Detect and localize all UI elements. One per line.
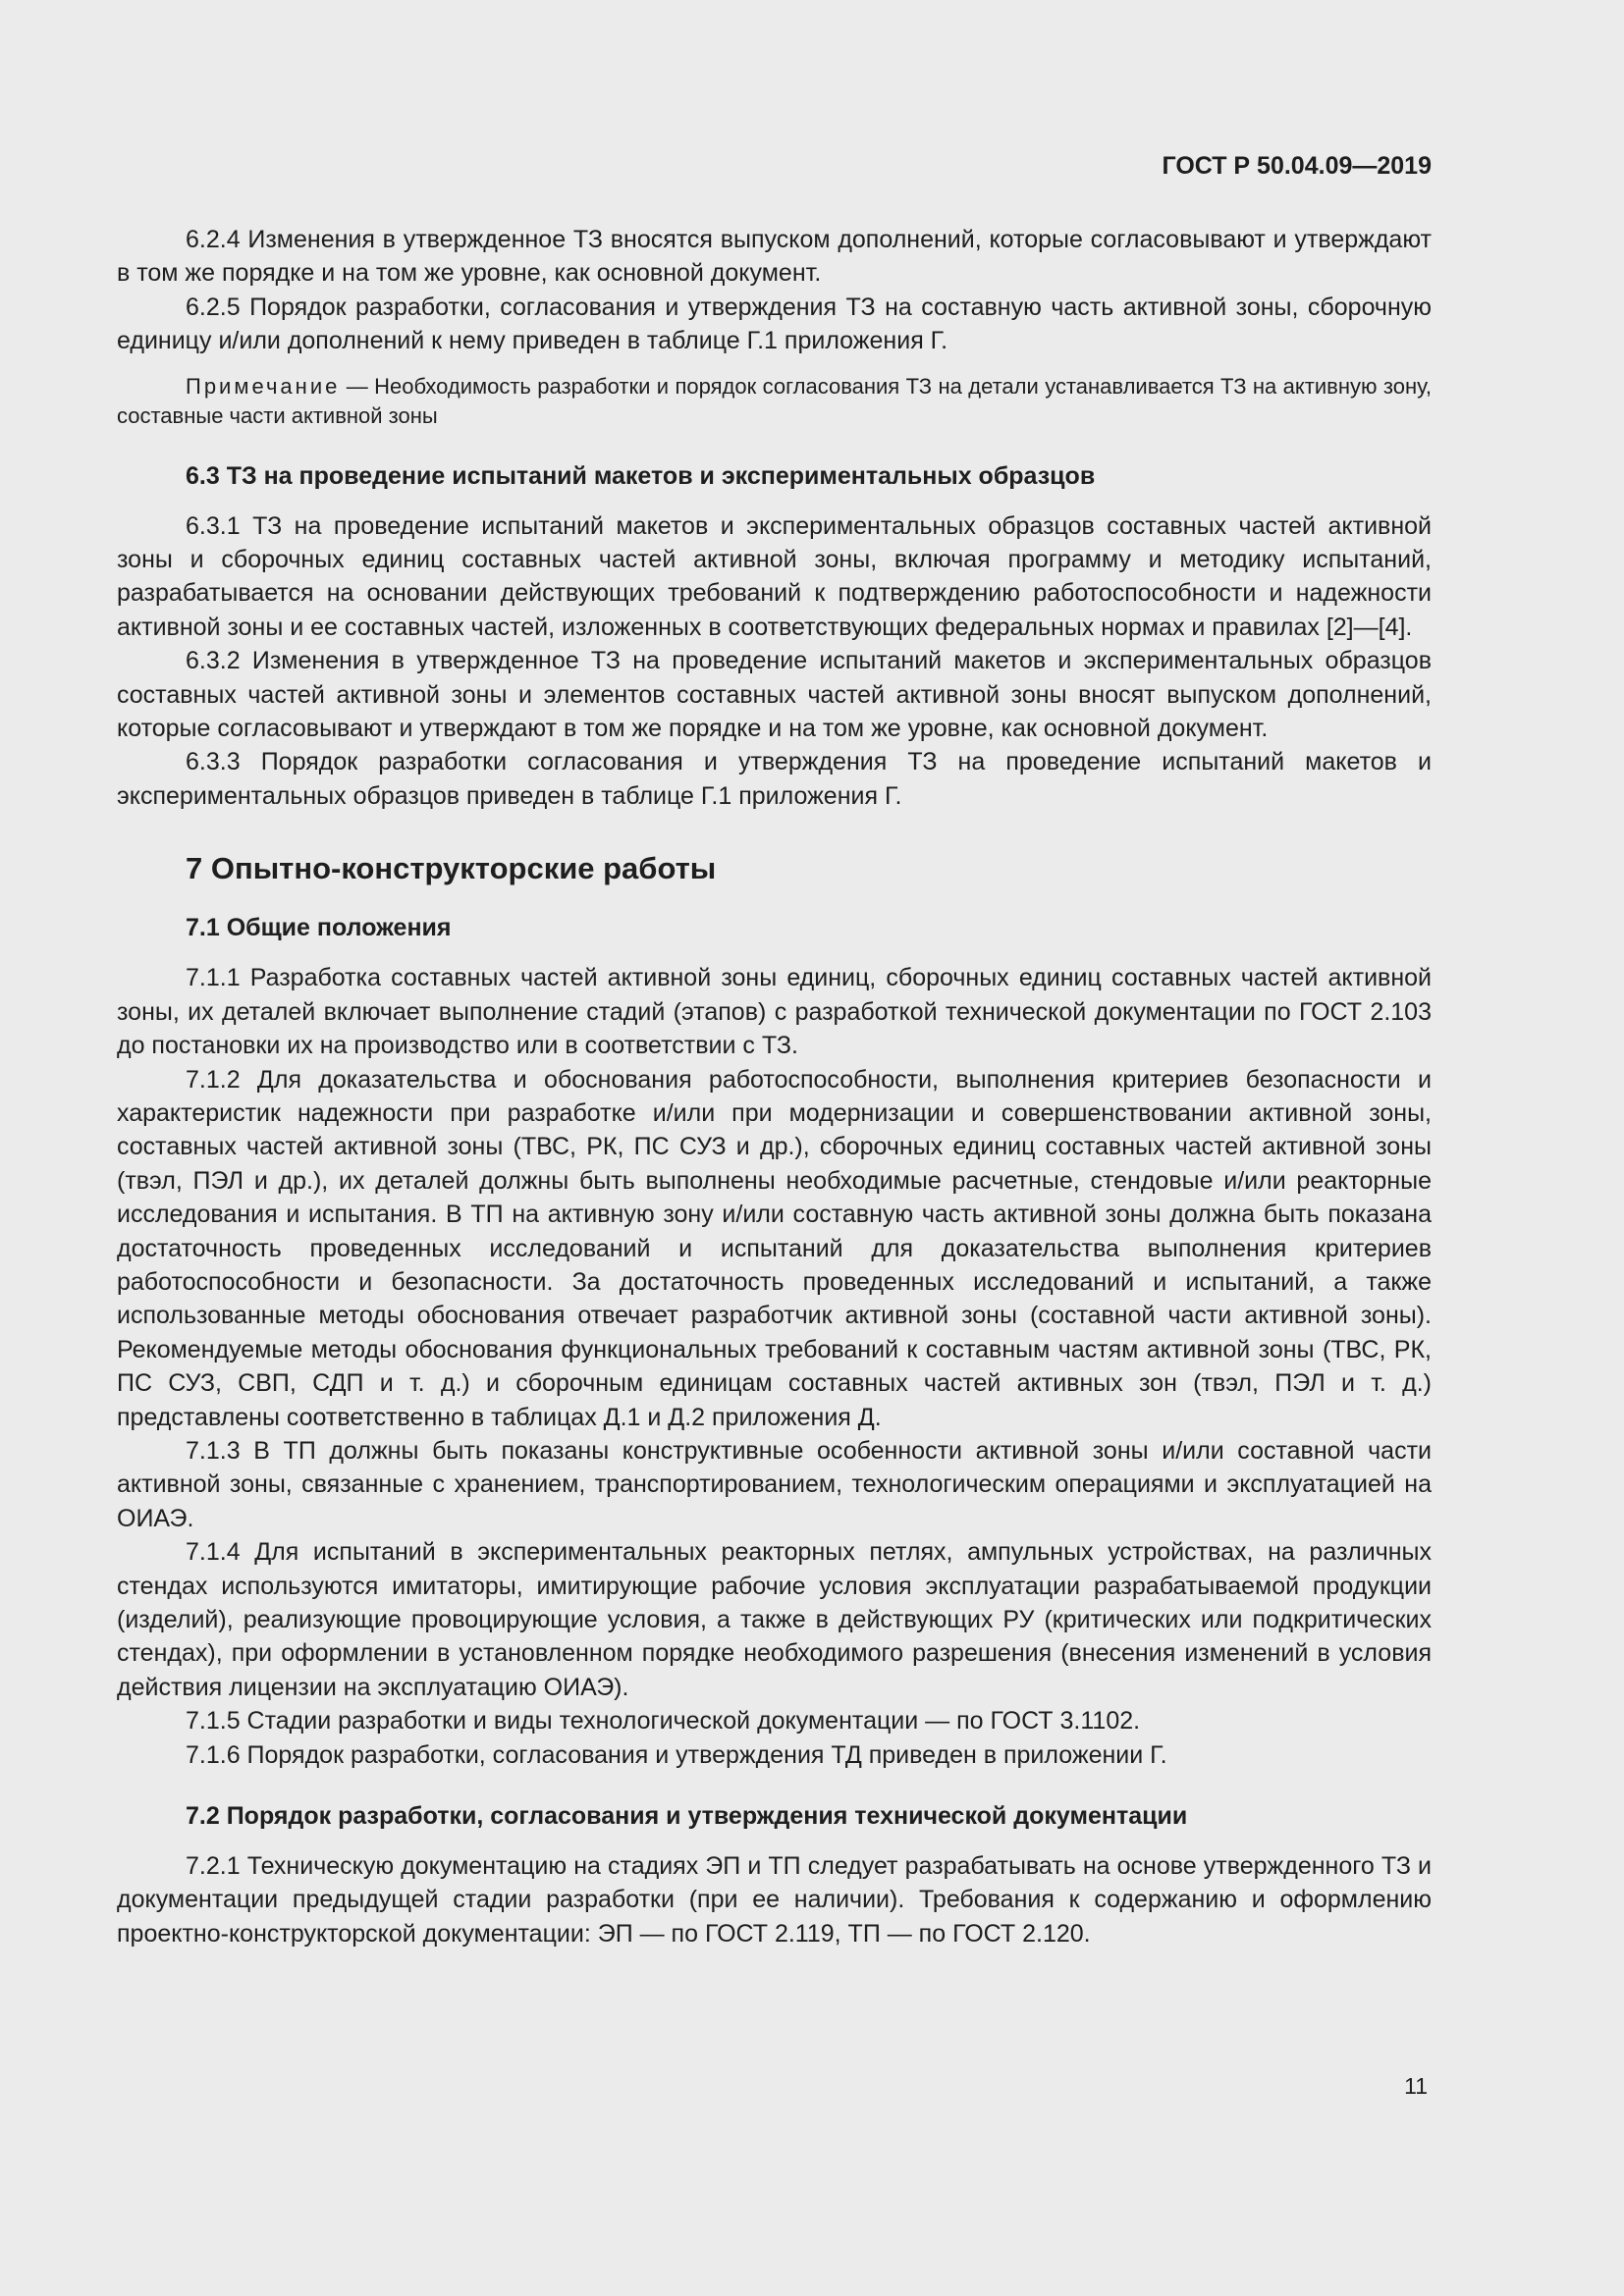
paragraph-7-1-2: 7.1.2 Для доказательства и обоснования работоспособности, выполнения критериев безопасности и характеристик надежности при разработке и/или при модернизации и совершенствовании активной зоны, составных частей активной зоны (ТВС, РК, ПС СУЗ и др.), сборочных единиц составных частей активной зоны (твэл, ПЭЛ и др.), их деталей должны быть выполнены необходимые расчетные, стендовые и/или реакторные исследования и испытания. В ТП на активную зону и/или составную часть активной зоны должна быть показана достаточность проведенных исследований и испытаний для доказательства выполнения критериев работоспособности и безопасности. За достаточность проведенных исследований и испытаний, а также использованные методы обоснования отвечает разработчик активной зоны (составной части активной зоны). Рекомендуемые методы обоснования функциональных требований к составным частям активной зоны (ТВС, РК, ПС СУЗ, СВП, СДП и т. д.) и сборочным единицам составных частей активных зон (твэл, ПЭЛ и т. д.) представлены соответственно в таблицах Д.1 и Д.2 приложения Д. <box>117 1065 1432 1431</box>
paragraph-6-2-4: 6.2.4 Изменения в утвержденное ТЗ вносятся выпуском дополнений, которые согласовывают и утверждают в том же порядке и на том же уровне, как основной документ. <box>117 226 1432 288</box>
document-body <box>117 223 1432 1950</box>
document-header: ГОСТ Р 50.04.09—2019 <box>1162 152 1432 180</box>
paragraph-7-1-1: 7.1.1 Разработка составных частей активной зоны единиц, сборочных единиц составных частей активной зоны, их деталей включает выполнение стадий (этапов) с разработкой технической документации по ГОСТ 2.103 до постановки их на производство или в соответствии с ТЗ. <box>117 964 1432 1060</box>
paragraph-7-2-1: 7.2.1 Техническую документацию на стадиях ЭП и ТП следует разрабатывать на основе утвержденного ТЗ и документации предыдущей стадии разработки (при ее наличии). Требования к содержанию и оформлению проектно-конструкторской документации: ЭП — по ГОСТ 2.119, ТП — по ГОСТ 2.120. <box>117 1852 1432 1948</box>
paragraph-6-3-2: 6.3.2 Изменения в утвержденное ТЗ на проведение испытаний макетов и экспериментальных образцов составных частей активной зоны и элементов составных частей активной зоны вносят выпуском дополнений, которые согласовывают и утверждают в том же порядке и на том же уровне, как основной документ. <box>117 647 1432 743</box>
note <box>117 372 1432 432</box>
note-label: Примечание <box>186 373 341 399</box>
section-heading-7-1: 7.1 Общие положения <box>186 914 452 942</box>
section-heading-6-3: 6.3 ТЗ на проведение испытаний макетов и экспериментальных образцов <box>186 461 1096 490</box>
paragraph-7-1-3: 7.1.3 В ТП должны быть показаны конструктивные особенности активной зоны и/или составной части активной зоны, связанные с хранением, транспортированием, технологическим операциями и эксплуатацией на ОИАЭ. <box>117 1436 1432 1532</box>
page-number: 11 <box>1404 2073 1428 2099</box>
paragraph-6-2-5: 6.2.5 Порядок разработки, согласования и утверждения ТЗ на составную часть активной зоны, сборочную единицу и/или дополнений к нему приведен в таблице Г.1 приложения Г. <box>117 293 1432 355</box>
paragraph-7-1-6: 7.1.6 Порядок разработки, согласования и утверждения ТД приведен в приложении Г. <box>186 1740 1167 1769</box>
section-heading-7: 7 Опытно-конструкторские работы <box>186 851 717 886</box>
note-text: — Необходимость разработки и порядок согласования ТЗ на детали устанавливается ТЗ на активную зону, составные части активной зоны <box>117 373 1432 429</box>
paragraph-7-1-4: 7.1.4 Для испытаний в экспериментальных реакторных петлях, ампульных устройствах, на различных стендах используются имитаторы, имитирующие рабочие условия эксплуатации разрабатываемой продукции (изделий), реализующие провоцирующие условия, а также в действующих РУ (критических или подкритических стендах), при оформлении в установленном порядке необходимого разрешения (внесения изменений в условия действия лицензии на эксплуатацию ОИАЭ). <box>117 1538 1432 1701</box>
paragraph-7-1-5: 7.1.5 Стадии разработки и виды технологической документации — по ГОСТ 3.1102. <box>186 1707 1141 1735</box>
paragraph-6-3-1: 6.3.1 ТЗ на проведение испытаний макетов и экспериментальных образцов составных частей активной зоны и сборочных единиц составных частей активной зоны, включая программу и методику испытаний, разрабатывается на основании действующих требований к подтверждению работоспособности и надежности активной зоны и ее составных частей, изложенных в соответствующих федеральных нормах и правилах [2]—[4]. <box>117 511 1432 641</box>
section-heading-7-2: 7.2 Порядок разработки, согласования и утверждения технической документации <box>186 1802 1188 1831</box>
paragraph-6-3-3: 6.3.3 Порядок разработки согласования и утверждения ТЗ на проведение испытаний макетов и экспериментальных образцов приведен в таблице Г.1 приложения Г. <box>117 748 1432 810</box>
